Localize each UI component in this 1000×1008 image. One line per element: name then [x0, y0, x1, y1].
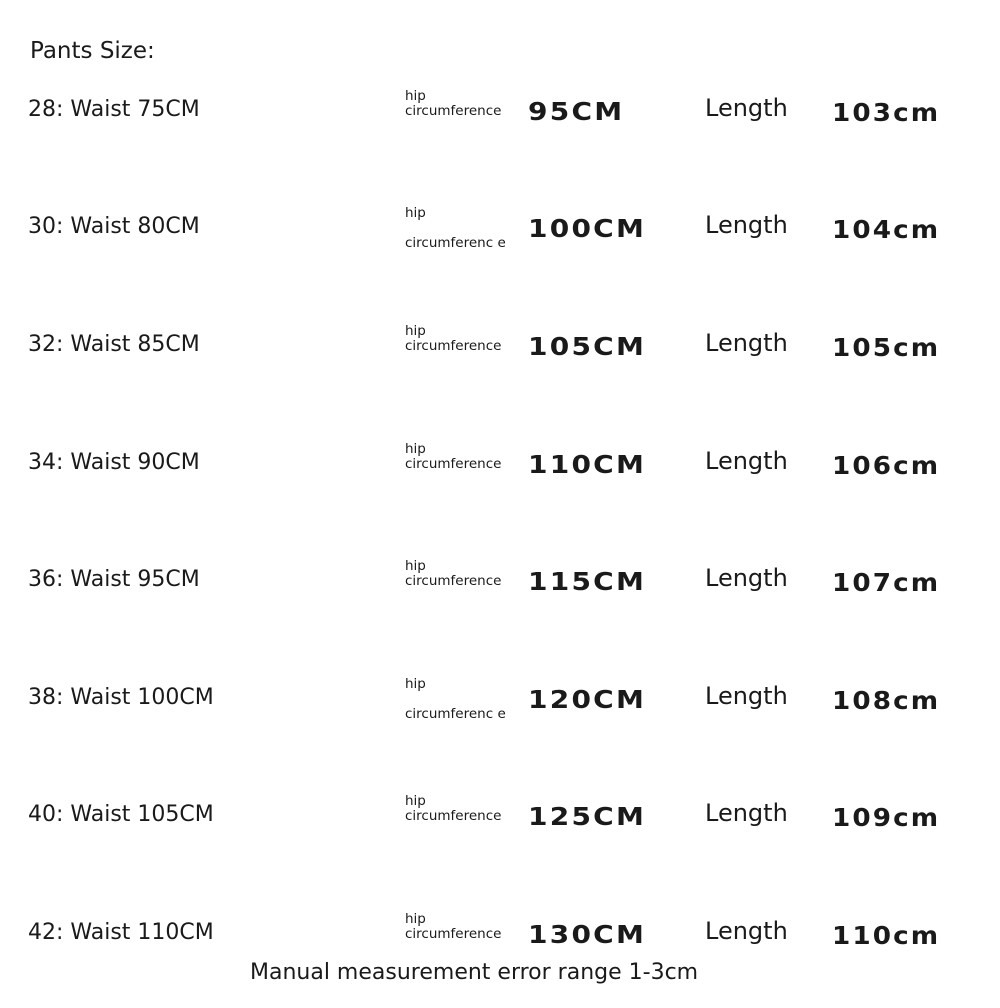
hip-label: hip circumference [405, 441, 502, 472]
length-value: 109cm [832, 803, 941, 832]
hip-value: 100CM [528, 214, 647, 243]
size-row [0, 323, 1000, 420]
length-label: Length [705, 329, 788, 357]
hip-label: hip circumference [405, 323, 502, 354]
hip-label-line-2: circumferenc e [405, 706, 506, 722]
length-label: Length [705, 211, 788, 239]
length-value: 105cm [832, 333, 941, 362]
length-value: 110cm [832, 921, 941, 950]
hip-value: 115CM [528, 567, 647, 596]
size-row [0, 793, 1000, 890]
length-value: 103cm [832, 98, 941, 127]
length-label: Length [705, 917, 788, 945]
waist-label: 28: Waist 75CM [28, 97, 200, 122]
length-label: Length [705, 564, 788, 592]
hip-label: hip circumference [405, 88, 502, 119]
hip-value: 130CM [528, 920, 647, 949]
length-label: Length [705, 447, 788, 475]
hip-label [405, 677, 507, 722]
hip-label: hip circumference [405, 558, 502, 589]
waist-label: 40: Waist 105CM [28, 802, 214, 827]
waist-label: 38: Waist 100CM [28, 685, 214, 710]
length-value: 108cm [832, 686, 941, 715]
hip-label: hip circumference [405, 793, 502, 824]
waist-label: 32: Waist 85CM [28, 332, 200, 357]
size-row [0, 205, 1000, 302]
waist-label: 34: Waist 90CM [28, 450, 200, 475]
hip-label: hip circumference [405, 911, 502, 942]
hip-label-line-2: circumferenc e [405, 235, 506, 251]
size-row [0, 558, 1000, 655]
size-row [0, 441, 1000, 538]
waist-label: 30: Waist 80CM [28, 214, 200, 239]
measurement-note: Manual measurement error range 1-3cm [250, 960, 699, 985]
hip-label [405, 206, 507, 251]
waist-label: 42: Waist 110CM [28, 920, 214, 945]
length-label: Length [705, 682, 788, 710]
length-value: 107cm [832, 568, 941, 597]
hip-value: 120CM [528, 685, 647, 714]
hip-value: 95CM [528, 97, 625, 126]
hip-value: 125CM [528, 802, 647, 831]
length-value: 106cm [832, 451, 941, 480]
length-label: Length [705, 94, 788, 122]
size-row [0, 676, 1000, 773]
hip-label-line-1: hip [405, 676, 426, 692]
hip-value: 105CM [528, 332, 647, 361]
waist-label: 36: Waist 95CM [28, 567, 200, 592]
hip-value: 110CM [528, 450, 647, 479]
length-label: Length [705, 799, 788, 827]
hip-label-line-1: hip [405, 205, 426, 221]
page-title: Pants Size: [30, 38, 155, 64]
length-value: 104cm [832, 215, 941, 244]
size-row [0, 88, 1000, 185]
